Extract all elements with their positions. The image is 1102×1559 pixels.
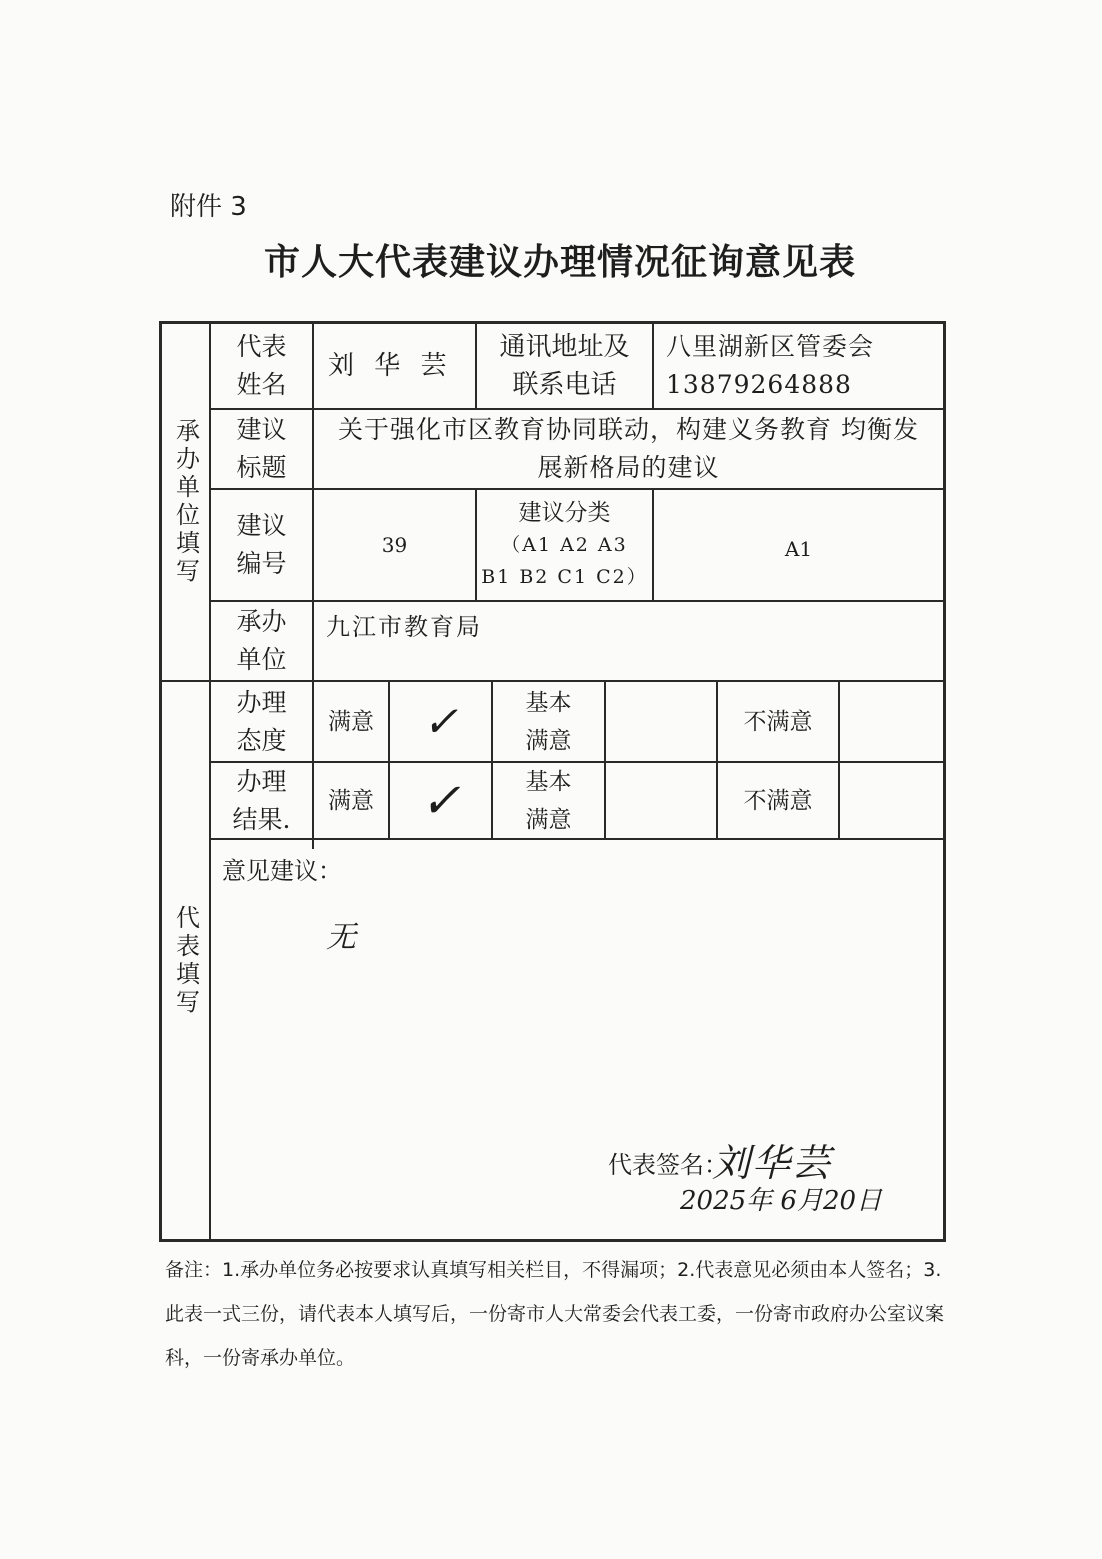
- category-options-line1: （A1 A2 A3: [501, 534, 628, 556]
- undertaker-label: 承办单位: [236, 607, 287, 674]
- attitude-unsatisfied-label: 不满意: [743, 708, 813, 735]
- result-satisfied-check: ✓: [420, 772, 461, 829]
- attitude-basic-satisfied-box: [606, 682, 716, 761]
- table-border-right: [943, 321, 946, 1242]
- suggestion-no-value: 39: [381, 533, 408, 557]
- footnote: 备注：1.承办单位务必按要求认真填写相关栏目，不得漏项；2.代表意见必须由本人签名；3.此表一式三份，请代表本人填写后，一份寄市人大常委会代表工委，一份寄市政府办公室议案科，一份寄承办单位。: [165, 1259, 945, 1369]
- section-label-undertaker: 承办单位填写: [171, 418, 200, 586]
- table-border-bottom: [159, 1239, 946, 1242]
- attachment-number: 附件 3: [170, 192, 247, 222]
- suggestion-no-label: 建议编号: [236, 511, 287, 578]
- category-value: A1: [784, 537, 813, 561]
- rep-name-value: 刘 华 芸: [328, 351, 453, 381]
- result-satisfied-label: 满意: [328, 787, 374, 814]
- suggestion-title-label: 建议标题: [236, 415, 287, 482]
- row-divider: [209, 838, 945, 840]
- attitude-satisfied-check: ✓: [422, 696, 459, 746]
- attitude-label: 办理态度: [236, 687, 287, 755]
- category-label: 建议分类: [518, 500, 611, 526]
- result-unsatisfied-label: 不满意: [743, 787, 813, 814]
- attitude-basic-satisfied-label: 基本满意: [525, 689, 572, 754]
- sign-date: 2025年 6月20日: [680, 1186, 883, 1216]
- category-cell: [477, 490, 652, 600]
- contact-value: 八里湖新区管委会13879264888: [666, 332, 875, 399]
- signature-label: 代表签名：: [608, 1151, 728, 1179]
- section-label-representative: 代表填写: [171, 904, 200, 1017]
- attitude-satisfied-label: 满意: [328, 708, 374, 735]
- opinion-value: 无: [326, 920, 356, 955]
- contact-label: 通讯地址及联系电话: [499, 332, 630, 400]
- result-label: 办理结果.: [232, 766, 291, 834]
- category-options-line2: B1 B2 C1 C2）: [481, 566, 648, 588]
- attitude-unsatisfied-box: [840, 682, 943, 761]
- undertaker-value: 九江市教育局: [326, 613, 482, 641]
- form-title: 市人大代表建议办理情况征询意见表: [263, 242, 856, 283]
- signature-value: 刘华芸: [712, 1141, 833, 1185]
- rep-name-label: 代表姓名: [236, 332, 287, 399]
- result-unsatisfied-box: [840, 763, 943, 838]
- opinion-label: 意见建议：: [222, 857, 342, 885]
- result-basic-satisfied-box: [606, 763, 716, 838]
- result-basic-satisfied-label: 基本满意: [525, 768, 572, 833]
- suggestion-title-value: 关于强化市区教育协同联动，构建义务教育 均衡发展新格局的建议: [338, 415, 919, 482]
